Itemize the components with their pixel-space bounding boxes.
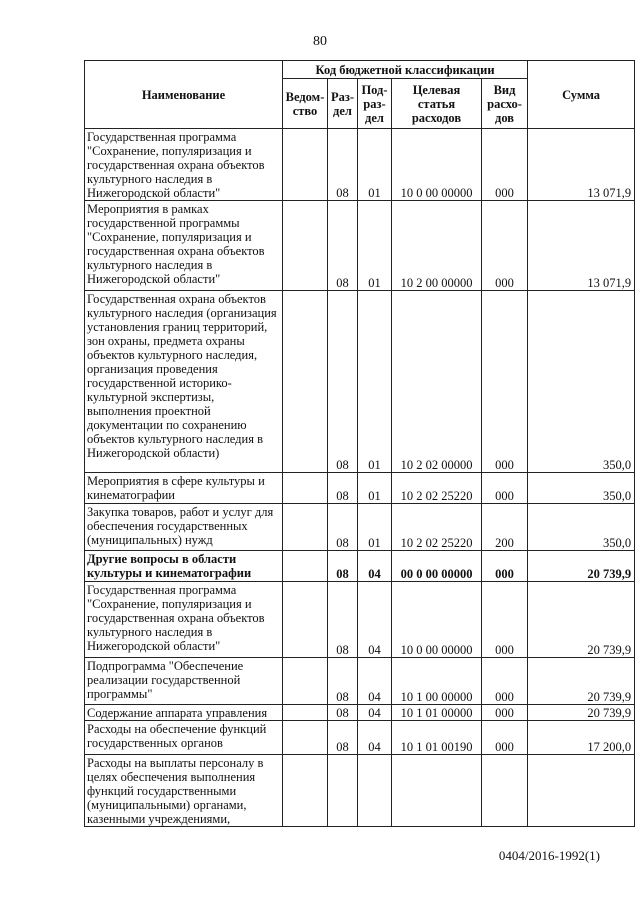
row-razdel: 08: [328, 721, 358, 755]
row-celevaya-statya: 10 2 00 00000: [392, 201, 482, 291]
row-summa: 350,0: [528, 473, 635, 504]
header-summa: Сумма: [528, 61, 635, 129]
row-name: Другие вопросы в области культуры и кинематографии: [85, 551, 283, 582]
table-row: [85, 705, 635, 721]
row-razdel: 08: [328, 504, 358, 551]
row-podrazdel: 01: [358, 504, 392, 551]
row-celevaya-statya: 10 0 00 00000: [392, 582, 482, 658]
row-summa: 350,0: [528, 291, 635, 473]
row-razdel: 08: [328, 291, 358, 473]
row-podrazdel: 04: [358, 658, 392, 705]
row-name: Мероприятия в сфере культуры и кинематографии: [85, 473, 283, 504]
row-vid-rashodov: 000: [482, 705, 528, 721]
row-vid-rashodov: 000: [482, 291, 528, 473]
document-code: 0404/2016-1992(1): [498, 848, 600, 863]
row-celevaya-statya: 10 1 01 00190: [392, 721, 482, 755]
row-podrazdel: 04: [358, 551, 392, 582]
row-summa: 17 200,0: [528, 721, 635, 755]
row-podrazdel: 01: [358, 291, 392, 473]
table-row: [85, 582, 635, 658]
row-name: Мероприятия в рамках государственной программы "Сохранение, популяризация и государственная охрана объектов культурного наследия в Нижегородской области": [85, 201, 283, 291]
row-celevaya-statya: 10 2 02 25220: [392, 473, 482, 504]
row-vid-rashodov: [482, 755, 528, 827]
row-vid-rashodov: 000: [482, 582, 528, 658]
page-number: 80: [313, 34, 327, 49]
row-celevaya-statya: 00 0 00 00000: [392, 551, 482, 582]
header-vid-rashodov: Вид расхо-дов: [482, 79, 528, 129]
table-row: [85, 201, 635, 291]
row-razdel: 08: [328, 658, 358, 705]
row-celevaya-statya: 10 1 00 00000: [392, 658, 482, 705]
row-vedomstvo: [283, 658, 328, 705]
row-razdel: 08: [328, 582, 358, 658]
row-vedomstvo: [283, 129, 328, 201]
row-vid-rashodov: 200: [482, 504, 528, 551]
row-vid-rashodov: 000: [482, 129, 528, 201]
row-summa: 350,0: [528, 504, 635, 551]
table-row: [85, 755, 635, 827]
header-razdel: Раз-дел: [328, 79, 358, 129]
table-row: [85, 551, 635, 582]
row-vedomstvo: [283, 551, 328, 582]
row-podrazdel: [358, 755, 392, 827]
row-razdel: 08: [328, 473, 358, 504]
table-row: [85, 291, 635, 473]
row-celevaya-statya: 10 0 00 00000: [392, 129, 482, 201]
row-vedomstvo: [283, 291, 328, 473]
row-podrazdel: 04: [358, 582, 392, 658]
table-row: [85, 504, 635, 551]
row-vedomstvo: [283, 721, 328, 755]
table-row: [85, 658, 635, 705]
row-celevaya-statya: 10 1 01 00000: [392, 705, 482, 721]
row-vedomstvo: [283, 755, 328, 827]
row-name: Государственная программа "Сохранение, популяризация и государственная охрана объектов культурного наследия в Нижегородской области": [85, 582, 283, 658]
row-razdel: 08: [328, 705, 358, 721]
header-podrazdel: Под-раз-дел: [358, 79, 392, 129]
budget-table: [84, 60, 635, 827]
row-summa: 13 071,9: [528, 129, 635, 201]
row-podrazdel: 04: [358, 705, 392, 721]
header-vedomstvo: Ведом-ство: [283, 79, 328, 129]
table-body: [85, 129, 635, 827]
header-celevaya-statya: Целевая статья расходов: [392, 79, 482, 129]
row-celevaya-statya: 10 2 02 00000: [392, 291, 482, 473]
row-podrazdel: 01: [358, 473, 392, 504]
row-vid-rashodov: 000: [482, 551, 528, 582]
row-vid-rashodov: 000: [482, 721, 528, 755]
row-summa: 20 739,9: [528, 582, 635, 658]
row-vid-rashodov: 000: [482, 658, 528, 705]
row-vedomstvo: [283, 582, 328, 658]
table-row: [85, 129, 635, 201]
row-celevaya-statya: [392, 755, 482, 827]
row-razdel: 08: [328, 201, 358, 291]
row-name: Закупка товаров, работ и услуг для обеспечения государственных (муниципальных) нужд: [85, 504, 283, 551]
row-name: Расходы на выплаты персоналу в целях обеспечения выполнения функций государственными (муниципальными) органами, казенными учреждениями,: [85, 755, 283, 827]
row-summa: 20 739,9: [528, 658, 635, 705]
row-razdel: 08: [328, 551, 358, 582]
row-podrazdel: 04: [358, 721, 392, 755]
row-vid-rashodov: 000: [482, 201, 528, 291]
row-vedomstvo: [283, 504, 328, 551]
row-summa: [528, 755, 635, 827]
row-razdel: [328, 755, 358, 827]
row-razdel: 08: [328, 129, 358, 201]
row-vedomstvo: [283, 473, 328, 504]
table-row: [85, 721, 635, 755]
row-podrazdel: 01: [358, 201, 392, 291]
table-row: [85, 473, 635, 504]
row-summa: 20 739,9: [528, 705, 635, 721]
row-name: Подпрограмма "Обеспечение реализации государственной программы": [85, 658, 283, 705]
row-name: Государственная программа "Сохранение, популяризация и государственная охрана объектов культурного наследия в Нижегородской области": [85, 129, 283, 201]
row-name: Расходы на обеспечение функций государственных органов: [85, 721, 283, 755]
row-name: Содержание аппарата управления: [85, 705, 283, 721]
row-podrazdel: 01: [358, 129, 392, 201]
row-name: Государственная охрана объектов культурного наследия (организация установления границ территорий, зон охраны, предмета охраны объектов культурного наследия, организация проведения государственной историко-культурной экспертизы, выполнения проектной документации по сохранению объектов культурного наследия в Нижегородской области): [85, 291, 283, 473]
row-vid-rashodov: 000: [482, 473, 528, 504]
row-summa: 13 071,9: [528, 201, 635, 291]
row-celevaya-statya: 10 2 02 25220: [392, 504, 482, 551]
row-summa: 20 739,9: [528, 551, 635, 582]
row-vedomstvo: [283, 705, 328, 721]
header-budget-classification: Код бюджетной классификации: [283, 61, 528, 79]
row-vedomstvo: [283, 201, 328, 291]
header-name: Наименование: [85, 61, 283, 129]
